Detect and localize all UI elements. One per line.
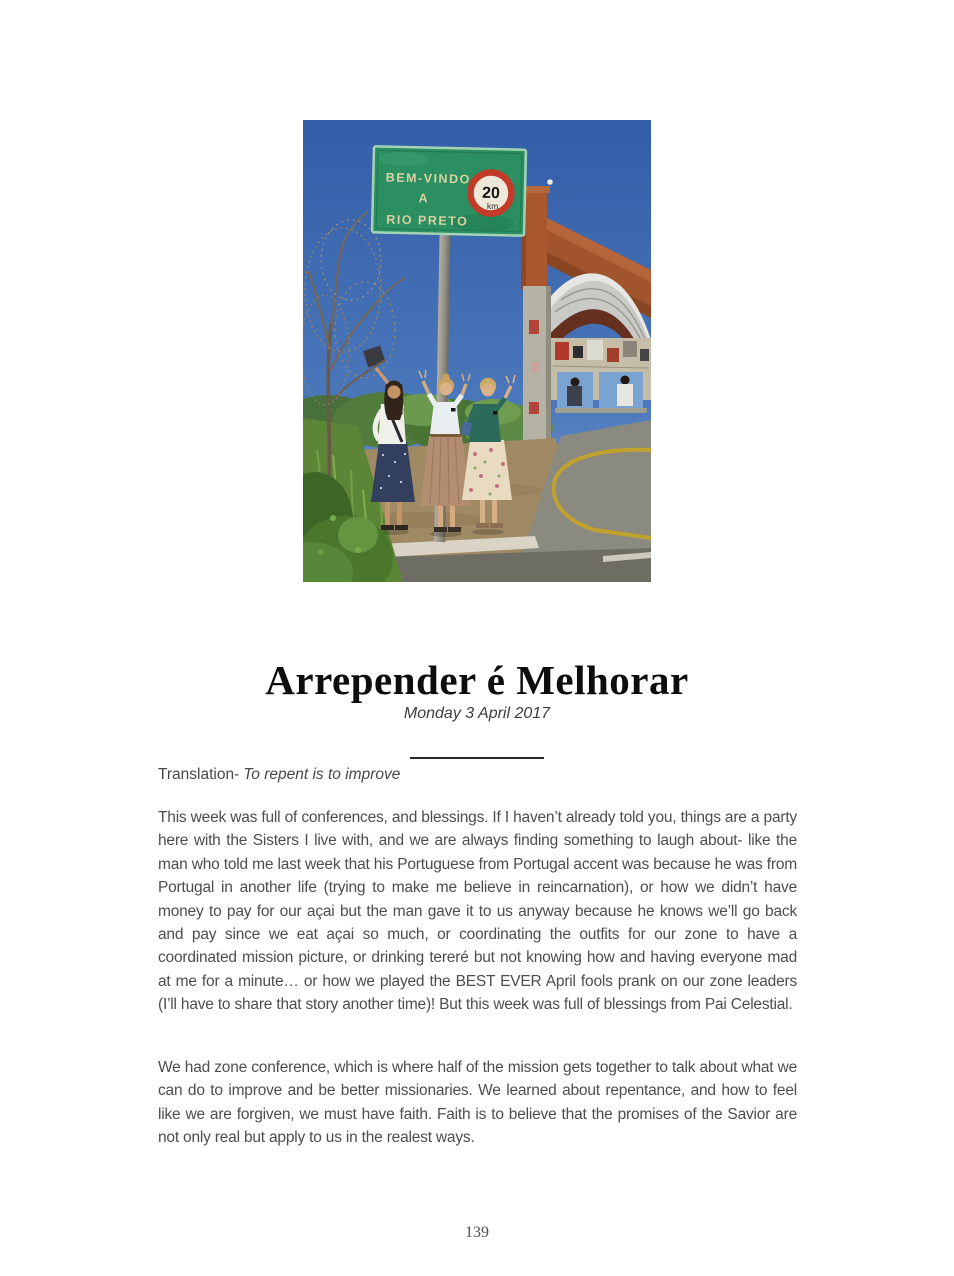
photo bbox=[303, 120, 651, 582]
seated-person bbox=[571, 378, 580, 387]
paragraph-2: We had zone conference, which is where half of the mission gets together to talk about what we can do to improve and be better missionaries. We learned about repentance, and how to feel like we are forgiven, we must have faith. Faith is to believe that the promises of the Savior are not only real but apply to us in the realest ways. bbox=[158, 1059, 797, 1147]
speed-unit: km bbox=[486, 200, 499, 212]
speed-limit-sign bbox=[470, 172, 512, 214]
translation-line bbox=[158, 766, 798, 784]
welcome-sign bbox=[372, 146, 526, 235]
missionary-badge bbox=[451, 408, 456, 412]
speed-value: 20 bbox=[481, 184, 501, 203]
translation-label: Translation- bbox=[158, 766, 240, 783]
post-date: Monday 3 April 2017 bbox=[403, 705, 551, 722]
sign-line-1: BEM-VINDO bbox=[385, 170, 471, 187]
missionary-badge bbox=[493, 411, 498, 415]
sign-line-2: A bbox=[418, 191, 430, 206]
seated-person bbox=[621, 376, 630, 385]
sign-line-3: RIO PRETO bbox=[386, 212, 469, 229]
paragraph-1: This week was full of conferences, and blessings. If I haven’t already told you, things are a party here with the Sisters I live with, and we are always finding something to laugh about- like the man who told me last week that his Portuguese from Portugal accent was because he was from Portugal in another life (trying to make me believe in reincarnation), or how we didn’t have money to pay for our açai but the man gave it to us anyway because he knows we’ll go back and pay since we eat açai so much, or coordinating the outfits for our zone to have a coordinated mission picture, or drinking tereré but not knowing how and having everyone mad at me for a minute… or how we played the BEST EVER April fools prank on our zone leaders (I’ll have to share that story another time)! But this week was full of blessings from Pai Celestial. bbox=[158, 809, 797, 1014]
bird bbox=[547, 179, 553, 185]
photo-scene bbox=[303, 120, 651, 582]
page-title: Arrepender é Melhorar bbox=[265, 657, 689, 703]
translation-text: To repent is to improve bbox=[243, 766, 401, 783]
page-number: 139 bbox=[465, 1224, 489, 1241]
divider bbox=[410, 757, 544, 759]
